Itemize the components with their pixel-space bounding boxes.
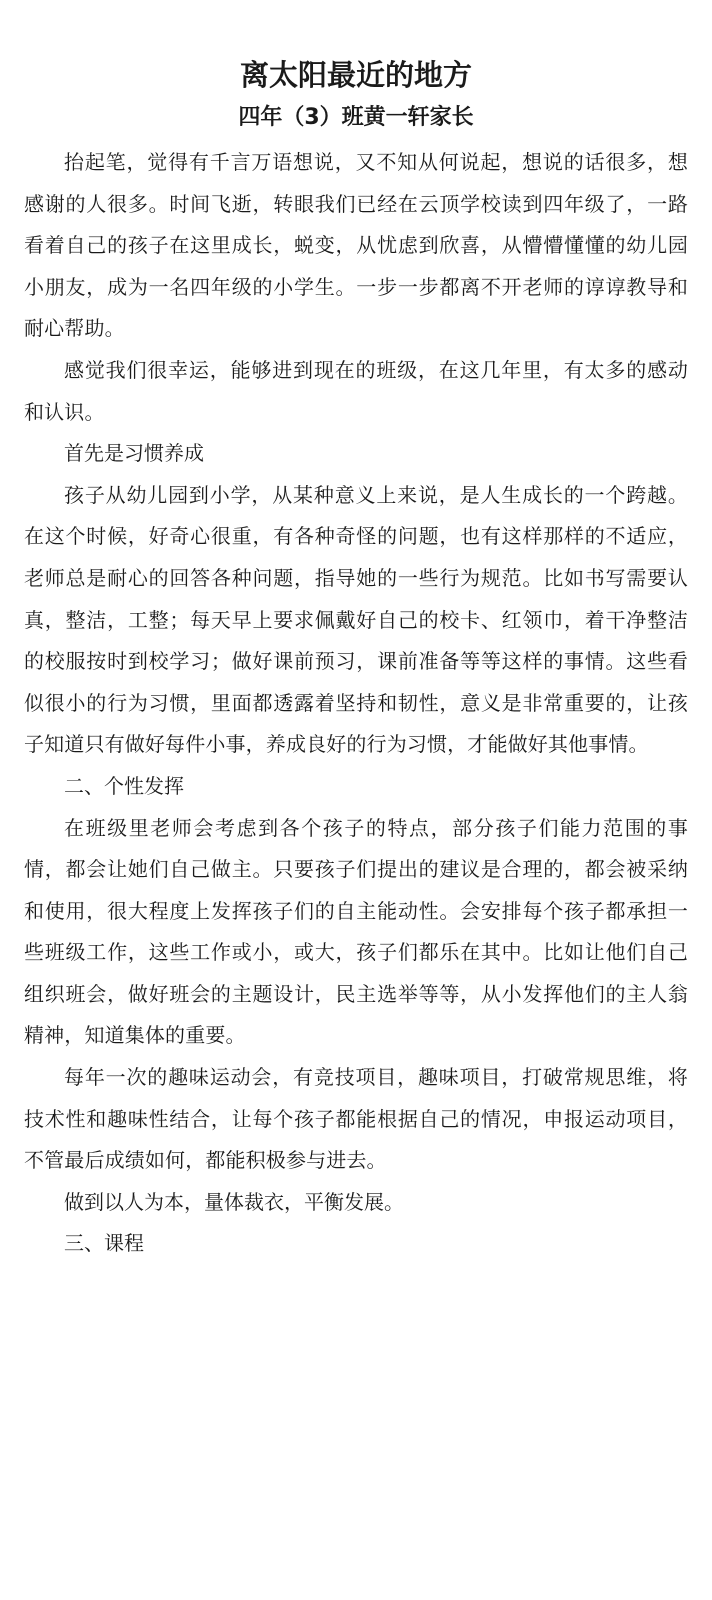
document-subtitle: 四年（3）班黄一轩家长 — [238, 105, 474, 130]
paragraph-personality: 在班级里老师会考虑到各个孩子的特点，部分孩子们能力范围的事情，都会让她们自己做主。只要孩子们提出的建议是合理的，都会被采纳和使用，很大程度上发挥孩子们的自主能动性。会安排每个孩子都承担一些班级工作，这些工作或小，或大，孩子们都乐在其中。比如让他们自己组织班会，做好班会的主题设计，民主选举等等，从小发挥他们的主人翁精神，知道集体的重要。 — [24, 815, 688, 1048]
section-heading-habits: 首先是习惯养成 — [64, 441, 204, 466]
section-heading-personality: 二、个性发挥 — [64, 773, 184, 798]
paragraph-intro: 抬起笔，觉得有千言万语想说，又不知从何说起，想说的话很多，想感谢的人很多。时间飞逝，转眼我们已经在云顶学校读到四年级了，一路看着自己的孩子在这里成长，蜕变，从忧虑到欣喜，从懵懵懂懂的幼儿园小朋友，成为一名四年级的小学生。一步一步都离不开老师的谆谆教导和耐心帮助。 — [24, 150, 688, 341]
paragraph-sports-meet: 每年一次的趣味运动会，有竞技项目，趣味项目，打破常规思维，将技术性和趣味性结合，让每个孩子都能根据自己的情况，申报运动项目，不管最后成绩如何，都能积极参与进去。 — [24, 1065, 688, 1173]
section-heading-curriculum: 三、课程 — [64, 1231, 144, 1256]
document — [24, 52, 688, 1265]
paragraph-lucky: 感觉我们很幸运，能够进到现在的班级，在这几年里，有太多的感动和认识。 — [24, 357, 688, 424]
paragraph-habits: 孩子从幼儿园到小学，从某种意义上来说，是人生成长的一个跨越。在这个时候，好奇心很重，有各种奇怪的问题，也有这样那样的不适应，老师总是耐心的回答各种问题，指导她的一些行为规范。比如书写需要认真，整洁，工整；每天早上要求佩戴好自己的校卡、红领巾，着干净整洁的校服按时到校学习；做好课前预习，课前准备等等这样的事情。这些看似很小的行为习惯，里面都透露着坚持和韧性，意义是非常重要的，让孩子知道只有做好每件小事，养成良好的行为习惯，才能做好其他事情。 — [24, 482, 688, 757]
document-title: 离太阳最近的地方 — [239, 58, 472, 92]
paragraph-people-oriented: 做到以人为本，量体裁衣，平衡发展。 — [64, 1189, 404, 1214]
